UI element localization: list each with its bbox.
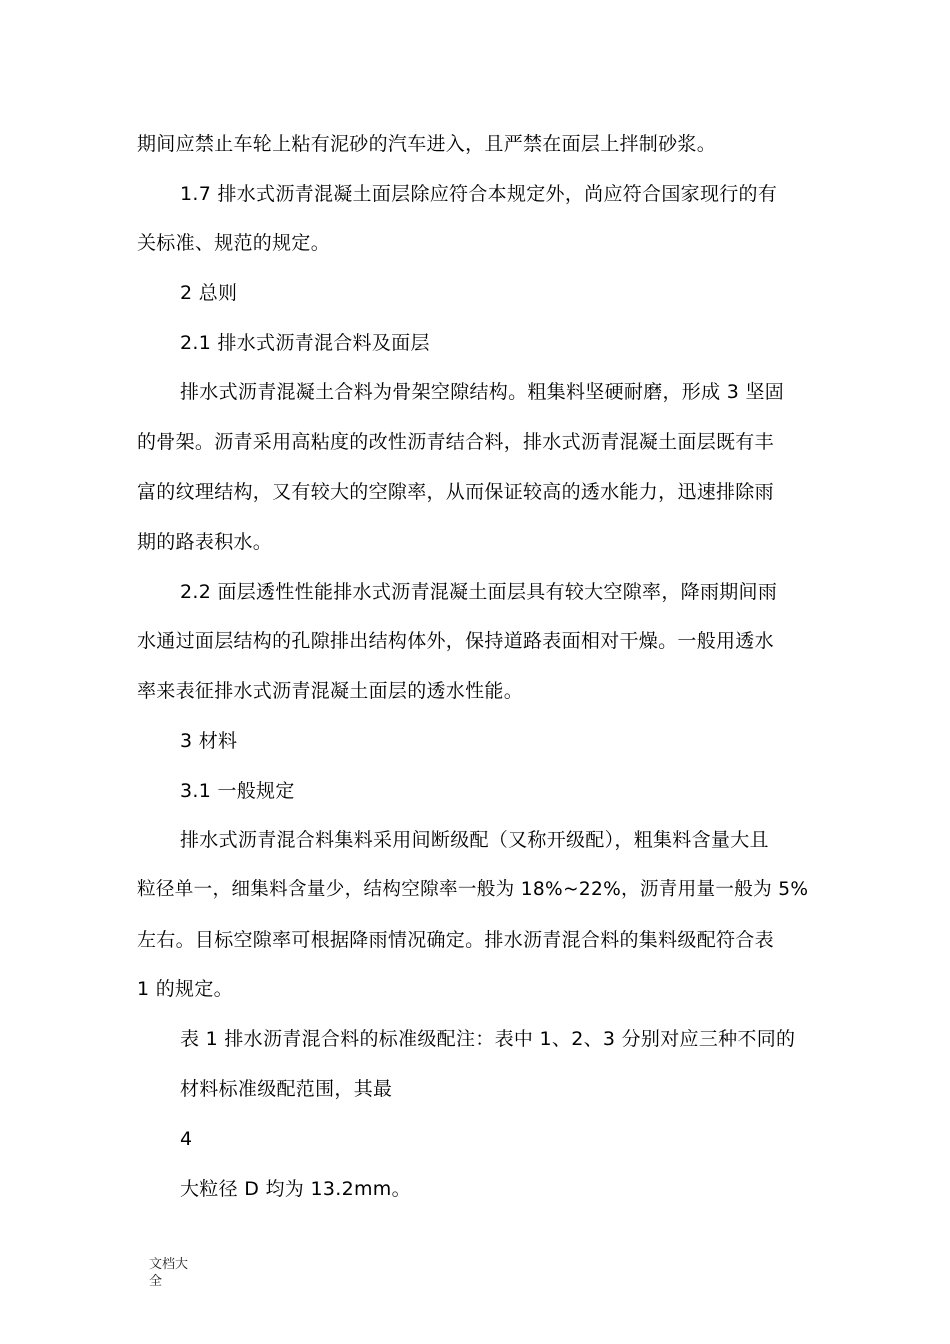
text-line: 期的路表积水。 xyxy=(137,531,273,553)
text-line: 2.2 面层透性性能排水式沥青混凝土面层具有较大空隙率，降雨期间雨 xyxy=(180,581,778,603)
footer-watermark: 文档大全 xyxy=(149,1257,189,1289)
text-line: 排水式沥青混合料集料采用间断级配（又称开级配），粗集料含量大且 xyxy=(180,829,769,851)
table-caption: 表 1 排水沥青混合料的标准级配注：表中 1、2、3 分别对应三种不同的 xyxy=(180,1028,796,1050)
text-line: 1 的规定。 xyxy=(137,978,233,1000)
section-heading: 3 材料 xyxy=(180,730,238,752)
text-line: 率来表征排水式沥青混凝土面层的透水性能。 xyxy=(137,680,524,702)
page-number: 4 xyxy=(180,1128,193,1150)
text-line: 关标准、规范的规定。 xyxy=(137,232,331,254)
text-line: 富的纹理结构，又有较大的空隙率，从而保证较高的透水能力，迅速排除雨 xyxy=(137,481,774,503)
text-line: 1.7 排水式沥青混凝土面层除应符合本规定外，尚应符合国家现行的有 xyxy=(180,183,778,205)
text-line: 左右。目标空隙率可根据降雨情况确定。排水沥青混合料的集料级配符合表 xyxy=(137,929,774,951)
section-heading: 2 总则 xyxy=(180,282,238,304)
text-line: 期间应禁止车轮上粘有泥砂的汽车进入，且严禁在面层上拌制砂浆。 xyxy=(137,133,717,155)
text-line: 排水式沥青混凝土合料为骨架空隙结构。粗集料坚硬耐磨，形成 3 坚固 xyxy=(180,381,785,403)
text-line: 粒径单一，细集料含量少，结构空隙率一般为 18%~22%，沥青用量一般为 5% xyxy=(137,879,809,900)
subsection-heading: 3.1 一般规定 xyxy=(180,780,295,802)
table-caption: 材料标准级配范围，其最 xyxy=(180,1078,393,1100)
subsection-heading: 2.1 排水式沥青混合料及面层 xyxy=(180,332,430,354)
text-line: 的骨架。沥青采用高粘度的改性沥青结合料，排水式沥青混凝土面层既有丰 xyxy=(137,431,774,453)
text-line: 大粒径 D 均为 13.2mm。 xyxy=(180,1178,411,1200)
text-line: 水通过面层结构的孔隙排出结构体外，保持道路表面相对干燥。一般用透水 xyxy=(137,630,774,652)
